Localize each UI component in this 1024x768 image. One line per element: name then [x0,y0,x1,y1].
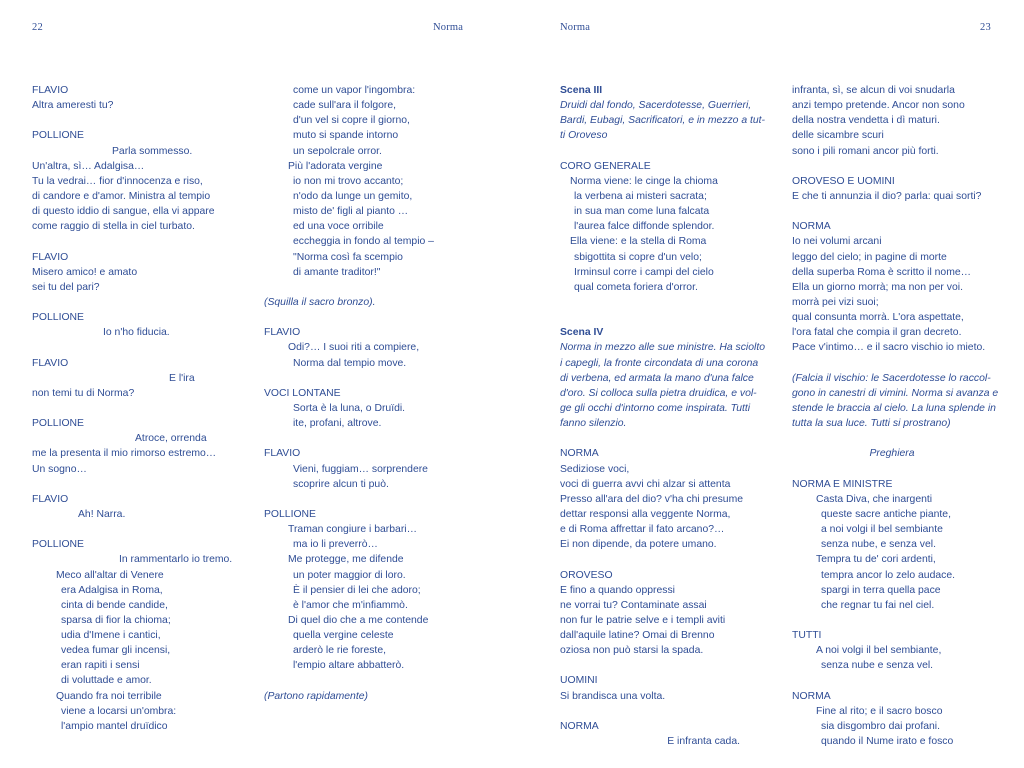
text-line: POLLIONE [264,508,316,520]
text-line: Ah! Narra. [78,508,126,520]
blank-line [560,704,740,719]
text-line: della nostra vendetta i dì maturi. [792,115,940,127]
text-line: non fur le patrie selve e i templi aviti [560,614,726,626]
text-line: E infranta cada. [667,736,740,748]
text-line: A noi volgi il bel sembiante, [816,645,942,657]
text-line: sei tu del pari? [32,281,100,293]
text-line: Io nei volumi arcani [792,236,882,248]
text-line: Altra ameresti tu? [32,100,114,112]
text-line: Fine al rito; e il sacro bosco [816,705,943,717]
blank-line [264,371,464,386]
text-line: scoprire alcun ti può. [293,478,389,490]
text-line: Ella un giorno morrà; ma non per voi. [792,281,963,293]
text-line: a noi volgi il bel sembiante [821,524,943,536]
text-line: Sediziose voci, [560,463,630,475]
text-line: dall'aquile latine? Omai di Brenno [560,630,715,642]
text-line: Traman congiure i barbari… [288,524,417,536]
text-line: VOCI LONTANE [264,387,341,399]
text-line: muto si spande intorno [293,130,399,142]
text-line: Norma in mezzo alle sue ministre. Ha sciolto [560,342,765,354]
text-line: cinta di bende candide, [61,599,168,611]
text-line: anzi tempo pretende. Ancor non sono [792,100,965,112]
text-line: FLAVIO [32,251,69,263]
text-line: FLAVIO [264,448,301,460]
text-line: Io n'ho fiducia. [103,327,170,339]
text-line: d'un vel si copre il giorno, [293,115,410,127]
text-line: sparsa di fior la chioma; [61,614,171,626]
text-line: Scena III [560,85,603,96]
text-line: E l'ira [169,372,195,384]
text-column-3 [560,83,766,749]
text-line: POLLIONE [32,418,84,430]
text-line: cade sull'ara il folgore, [293,100,397,112]
blank-line [560,310,740,325]
text-line: Misero amico! e amato [32,266,138,278]
text-line: ti Oroveso [560,130,608,142]
text-line: ite, profani, altrove. [293,418,382,430]
text-line: NORMA [792,690,831,702]
text-line: arderò le rie foreste, [293,645,386,657]
blank-line [264,280,464,295]
text-column-2 [264,83,464,704]
text-line: senza nube e senza vel. [821,660,934,672]
text-line: UOMINI [560,675,598,687]
text-line: NORMA [560,720,599,732]
blank-line [264,673,464,688]
text-line: Me protegge, me difende [288,554,404,566]
text-column-1 [32,83,254,734]
text-line: CORO GENERALE [560,160,651,172]
text-line: OROVESO E UOMINI [792,175,895,187]
text-line: Atroce, orrenda [135,433,207,445]
text-line: sia disgombro dai profani. [821,720,940,732]
text-line: l'ora fatal che compia il gran decreto. [792,327,962,339]
text-line: FLAVIO [264,327,301,339]
text-line: l'aurea falce diffonde splendor. [574,221,715,233]
blank-line [32,234,254,249]
text-line: sono i pili romani ancor più forti. [792,145,939,157]
text-line: udia d'Imene i cantici, [61,630,161,642]
text-line: Norma viene: le cinge la chioma [570,175,718,187]
text-line: di questo iddio di sangue, ella vi appare [32,206,215,218]
blank-line [32,113,254,128]
right-page-number: 23 [980,22,991,33]
blank-line [792,613,992,628]
text-column-4 [792,83,999,749]
text-line: FLAVIO [32,493,69,505]
text-line: dettar responsi alla veggente Norma, [560,508,731,520]
text-line: di voluttade e amor. [61,675,152,687]
text-line: di amante traditor!" [293,266,381,278]
text-line: di candore e d'amor. Ministra al tempio [32,190,211,202]
text-line: POLLIONE [32,539,84,551]
text-line: Vieni, fuggiam… sorprendere [293,463,428,475]
text-line: gono in canestri di vimini. Norma si avanza e [792,387,999,399]
text-line: Pace v'intimo… e il sacro vischio io mieto. [792,342,986,354]
text-line: come un vapor l'ingombra: [293,85,416,96]
text-line: Druidi dal fondo, Sacerdotesse, Guerrieri, [560,100,752,112]
blank-line [32,522,254,537]
text-line: Si brandisca una volta. [560,690,666,702]
text-line: era Adalgisa in Roma, [61,584,163,596]
text-line: delle sicambre scuri [792,130,884,142]
text-line: la verbena ai misteri sacrata; [574,190,707,202]
text-line: eran rapiti i sensi [61,660,140,672]
blank-line [792,356,992,371]
left-running-head: Norma [433,22,464,33]
blank-line [560,431,740,446]
text-line: oziosa non può starsi la spada. [560,645,704,657]
blank-line [32,477,254,492]
blank-line [560,295,740,310]
blank-line [560,658,740,673]
text-line: Bardi, Eubagi, Sacrificatori, e in mezzo a tut- [560,115,766,127]
text-line: è l'amor che m'infiammò. [293,599,408,611]
text-line: "Norma così fa scempio [293,251,403,263]
text-line: Odi?… I suoi riti a compiere, [288,342,420,354]
text-line: E fino a quando oppressi [560,584,675,596]
text-line: un poter maggior di loro. [293,569,406,581]
text-line: Tu la vedrai… fior d'innocenza e riso, [32,175,203,187]
text-line: Di quel dio che a me contende [288,614,429,626]
text-line: Tempra tu de' cori ardenti, [816,554,936,566]
text-line: in sua man come luna falcata [574,206,710,218]
text-line: che regnar tu fai nel ciel. [821,599,935,611]
text-line: come raggio di stella in ciel turbato. [32,221,195,233]
text-line: non temi tu di Norma? [32,387,135,399]
text-line: NORMA [560,448,599,460]
blank-line [792,204,992,219]
text-line: (Partono rapidamente) [264,690,368,702]
text-line: qual cometa foriera d'orror. [574,281,698,293]
text-line: senza nube, e senza vel. [821,539,936,551]
text-line: Un'altra, sì… Adalgisa… [32,160,145,172]
text-line: È il pensier di lei che adoro; [293,584,421,596]
text-line: POLLIONE [32,312,84,324]
text-line: Parla sommesso. [112,145,193,157]
text-line: Presso all'ara del dio? v'ha chi presume [560,493,744,505]
text-line: ne vorrai tu? Contaminate assai [560,599,707,611]
text-line: stende le braccia al cielo. La luna splende in [792,402,996,414]
text-line: NORMA E MINISTRE [792,478,893,490]
blank-line [264,431,464,446]
text-line: Preghiera [869,448,915,460]
text-line: e di Roma affrettar il fato arcano?… [560,524,725,536]
text-line: (Falcia il vischio: le Sacerdotesse lo raccol- [792,372,991,384]
text-line: i capegli, la fronte circondata di una corona [560,357,759,369]
right-running-head: Norma [560,22,591,33]
text-line: morrà pei vizi suoi; [792,296,879,308]
text-line: FLAVIO [32,85,69,96]
text-line: Scena IV [560,327,604,339]
text-line: viene a locarsi un'ombra: [61,705,177,717]
text-line: un sepolcrale orror. [293,145,382,157]
text-line: vedea fumar gli incensi, [61,645,171,657]
text-line: n'odo da lunge un gemito, [293,190,413,202]
text-line: fanno silenzio. [560,418,627,430]
blank-line [32,340,254,355]
text-line: ge gli occhi d'intorno come inspirata. Tutti [560,402,751,414]
text-line: NORMA [792,221,831,233]
blank-line [792,159,992,174]
text-line: (Squilla il sacro bronzo). [264,296,376,308]
text-line: tempra ancor lo zelo audace. [821,569,956,581]
text-line: Norma dal tempio move. [293,357,407,369]
text-line: eccheggia in fondo al tempio – [293,236,434,248]
blank-line [32,401,254,416]
blank-line [792,431,992,446]
text-line: quando il Nume irato e fosco [821,736,954,748]
text-line: Quando fra noi terribile [56,690,162,702]
blank-line [264,492,464,507]
text-line: Meco all'altar di Venere [56,569,164,581]
text-line: l'ampio mantel druïdico [61,720,168,732]
text-line: d'oro. Si colloca sulla pietra druidica, e vol- [560,387,757,399]
text-line: di verbena, ed armata la mano d'una falce [560,372,754,384]
text-line: Più l'adorata vergine [288,160,383,172]
text-line: ed una voce orribile [293,221,384,233]
text-line: qual consunta morrà. L'ora aspettate, [792,312,964,324]
text-line: l'empio altare abbatterò. [293,660,405,672]
blank-line [32,295,254,310]
text-line: TUTTI [792,630,822,642]
text-line: me la presenta il mio rimorso estremo… [32,448,217,460]
text-line: In rammentarlo io tremo. [119,554,233,566]
left-page-number: 22 [32,22,43,33]
blank-line [264,310,464,325]
text-line: sbigottita si copre d'un velo; [574,251,702,263]
text-line: spargi in terra quella pace [821,584,941,596]
text-line: della superba Roma è scritto il nome… [792,266,972,278]
text-line: voci di guerra avvi chi alzar si attenta [560,478,731,490]
text-line: leggo del cielo; in pagine di morte [792,251,947,263]
text-line: Sorta è la luna, o Druïdi. [293,402,406,414]
text-line: io non mi trovo accanto; [293,175,404,187]
text-line: Un sogno… [32,463,87,475]
text-line: queste sacre antiche piante, [821,508,951,520]
text-line: Ella viene: e la stella di Roma [570,236,707,248]
blank-line [560,144,740,159]
text-line: misto de' figli al pianto … [293,206,409,218]
text-line: infranta, sì, se alcun di voi snudarla [792,85,955,96]
text-line: FLAVIO [32,357,69,369]
text-line: E che ti annunzia il dio? parla: quai sorti? [792,190,982,202]
blank-line [560,552,740,567]
text-line: ma io li preverrò… [293,539,378,551]
text-line: OROVESO [560,569,613,581]
text-line: tutta la sua luce. Tutti si prostrano) [792,418,951,430]
text-line: Casta Diva, che inargenti [816,493,933,505]
text-line: Irminsul corre i campi del cielo [574,266,714,278]
blank-line [792,462,992,477]
text-line: POLLIONE [32,130,84,142]
text-line: quella vergine celeste [293,630,394,642]
blank-line [792,673,992,688]
text-line: Ei non dipende, da potere umano. [560,539,717,551]
